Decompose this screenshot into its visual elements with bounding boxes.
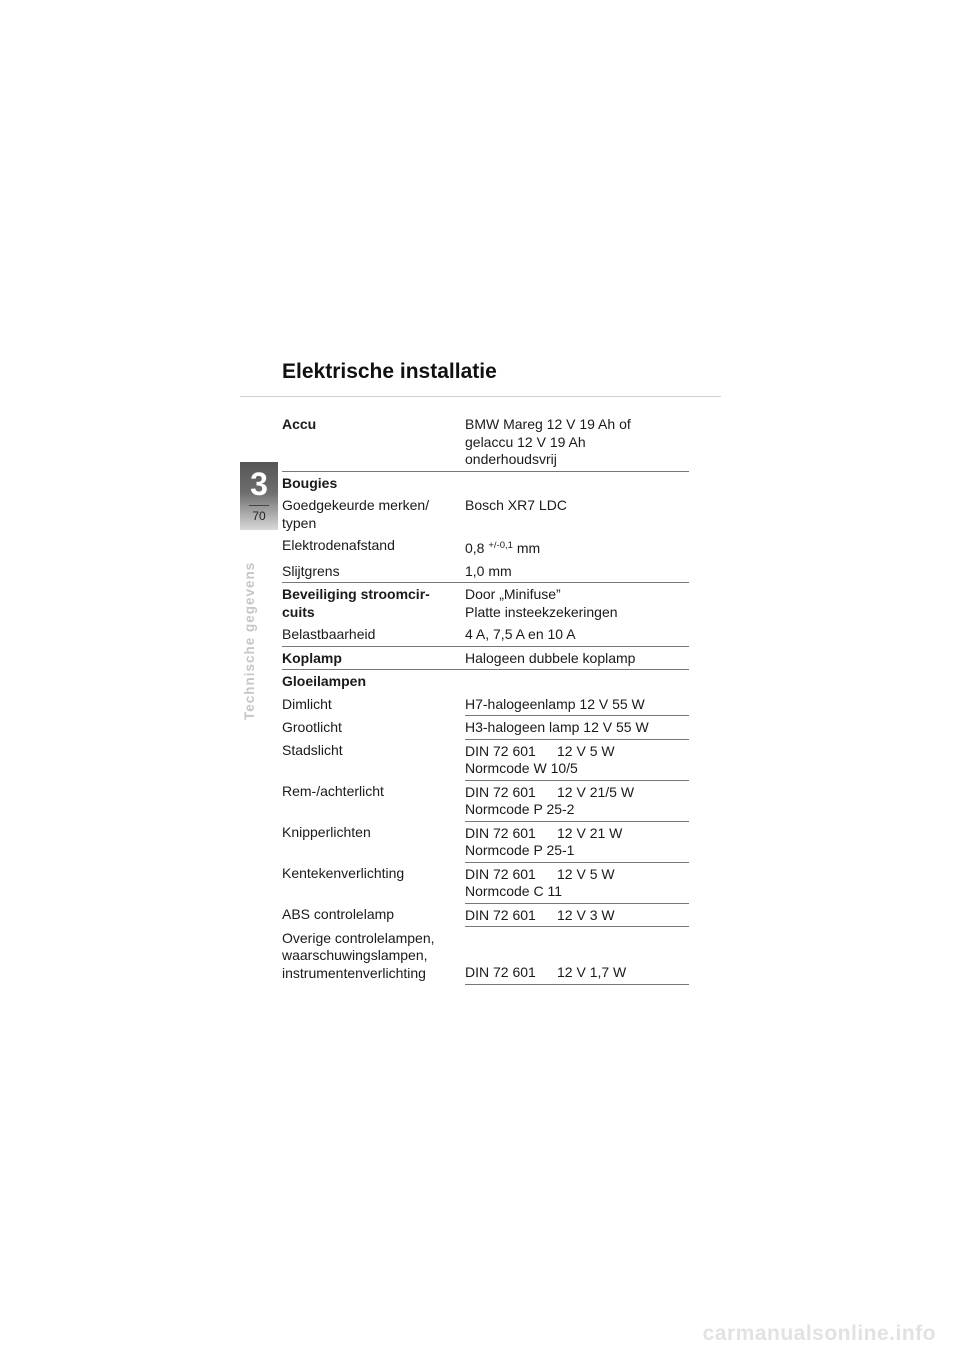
spec-row-dimlicht — [282, 693, 689, 716]
electrode-gap-tolerance: +/-0,1 — [488, 540, 513, 551]
spec-row-stadslicht — [282, 739, 689, 780]
spec-group-heading: Gloeilampen — [282, 673, 367, 689]
footer-watermark: carmanualsonline.info — [702, 1322, 936, 1345]
spec-value: H7-halogeenlamp 12 V 55 W — [465, 693, 689, 716]
spec-table — [282, 414, 689, 985]
spec-key: Koplamp — [282, 646, 465, 670]
spec-key-line: Beveiliging stroomcir- — [282, 586, 430, 602]
spec-row-merken — [282, 494, 689, 534]
spec-value: 1,0 mm — [465, 560, 689, 583]
spec-key-line: Goedgekeurde merken/ — [282, 497, 430, 513]
spec-value-line: Platte insteekzekeringen — [465, 603, 618, 620]
spec-key: Accu — [282, 414, 465, 471]
spec-key: ABS controlelamp — [282, 906, 395, 922]
chapter-number: 3 — [250, 466, 268, 502]
spec-key — [282, 494, 465, 534]
spec-row-overige — [282, 927, 689, 985]
chapter-divider — [249, 505, 269, 506]
spec-value-line: onderhoudsvrij — [465, 451, 557, 467]
bulb-rating: 12 V 21 W — [557, 824, 623, 841]
spec-row-beveiliging — [282, 583, 689, 624]
spec-group-heading: Bougies — [282, 474, 338, 491]
spec-row-kenteken — [282, 862, 689, 903]
din-standard: DIN 72 601 — [465, 865, 536, 882]
spec-row-koplamp — [282, 646, 689, 670]
norm-code: Normcode P 25-2 — [465, 801, 575, 817]
spec-value-line: Door „Minifuse” — [465, 586, 561, 602]
spec-key — [282, 583, 465, 624]
norm-code: Normcode P 25-1 — [465, 842, 575, 858]
spec-key: Rem-/achterlicht — [282, 783, 384, 799]
spec-key: Kentekenverlichting — [282, 865, 405, 881]
spec-value-line: gelaccu 12 V 19 Ah — [465, 433, 586, 450]
spec-row-grootlicht — [282, 716, 689, 740]
spec-value-line: BMW Mareg 12 V 19 Ah of — [465, 416, 631, 432]
spec-row-bougies — [282, 471, 689, 494]
bulb-rating: 12 V 1,7 W — [557, 964, 627, 980]
spec-row-gloeilampen — [282, 670, 689, 693]
spec-row-accu — [282, 414, 689, 471]
spec-row-elektrode — [282, 534, 689, 560]
din-standard: DIN 72 601 — [465, 742, 536, 759]
electrode-gap-unit: mm — [516, 540, 541, 556]
spec-key-line: typen — [282, 514, 317, 531]
spec-value — [465, 821, 689, 862]
spec-key: Dimlicht — [282, 695, 332, 712]
din-standard: DIN 72 601 — [465, 783, 536, 800]
bulb-rating: 12 V 5 W — [557, 865, 615, 882]
spec-value — [465, 583, 689, 624]
spec-key: Elektrodenafstand — [282, 537, 395, 553]
spec-key: Stadslicht — [282, 742, 343, 758]
spec-key — [282, 927, 465, 985]
section-side-label: Technische gegevens — [242, 561, 257, 720]
spec-value: H3-halogeen lamp 12 V 55 W — [465, 716, 689, 740]
spec-row-rem — [282, 780, 689, 821]
spec-row-abs — [282, 903, 689, 927]
spec-row-slijtgrens — [282, 560, 689, 583]
din-standard: DIN 72 601 — [465, 906, 536, 923]
spec-row-knipper — [282, 821, 689, 862]
din-standard: DIN 72 601 — [465, 824, 536, 841]
chapter-tab — [240, 462, 278, 530]
spec-value — [465, 780, 689, 821]
spec-value — [465, 903, 689, 927]
bulb-rating: 12 V 3 W — [557, 906, 615, 923]
spec-key: Knipperlichten — [282, 824, 371, 840]
bulb-rating: 12 V 5 W — [557, 742, 615, 759]
title-divider — [240, 396, 721, 397]
bulb-rating: 12 V 21/5 W — [557, 783, 635, 800]
spec-value: Halogeen dubbele koplamp — [465, 646, 689, 670]
spec-key: Slijtgrens — [282, 560, 465, 583]
spec-key-line: instrumentenverlichting — [282, 964, 426, 981]
spec-value — [465, 739, 689, 780]
page-number: 70 — [252, 509, 266, 523]
spec-row-belastbaarheid — [282, 623, 689, 646]
spec-value — [465, 862, 689, 903]
norm-code: Normcode W 10/5 — [465, 760, 578, 776]
din-standard: DIN 72 601 — [465, 964, 536, 980]
spec-value: 4 A, 7,5 A en 10 A — [465, 623, 689, 646]
spec-key-line: Overige controlelampen, — [282, 929, 435, 946]
spec-value — [465, 927, 689, 985]
spec-value — [465, 414, 689, 471]
spec-value — [465, 534, 689, 560]
norm-code: Normcode C 11 — [465, 883, 563, 899]
spec-key-line: cuits — [282, 603, 315, 620]
spec-value: Bosch XR7 LDC — [465, 497, 567, 513]
page-title: Elektrische installatie — [282, 360, 497, 383]
spec-key: Belastbaarheid — [282, 623, 465, 646]
spec-key: Grootlicht — [282, 718, 342, 735]
spec-key-line: waarschuwingslampen, — [282, 947, 428, 963]
electrode-gap-value: 0,8 — [465, 540, 485, 556]
